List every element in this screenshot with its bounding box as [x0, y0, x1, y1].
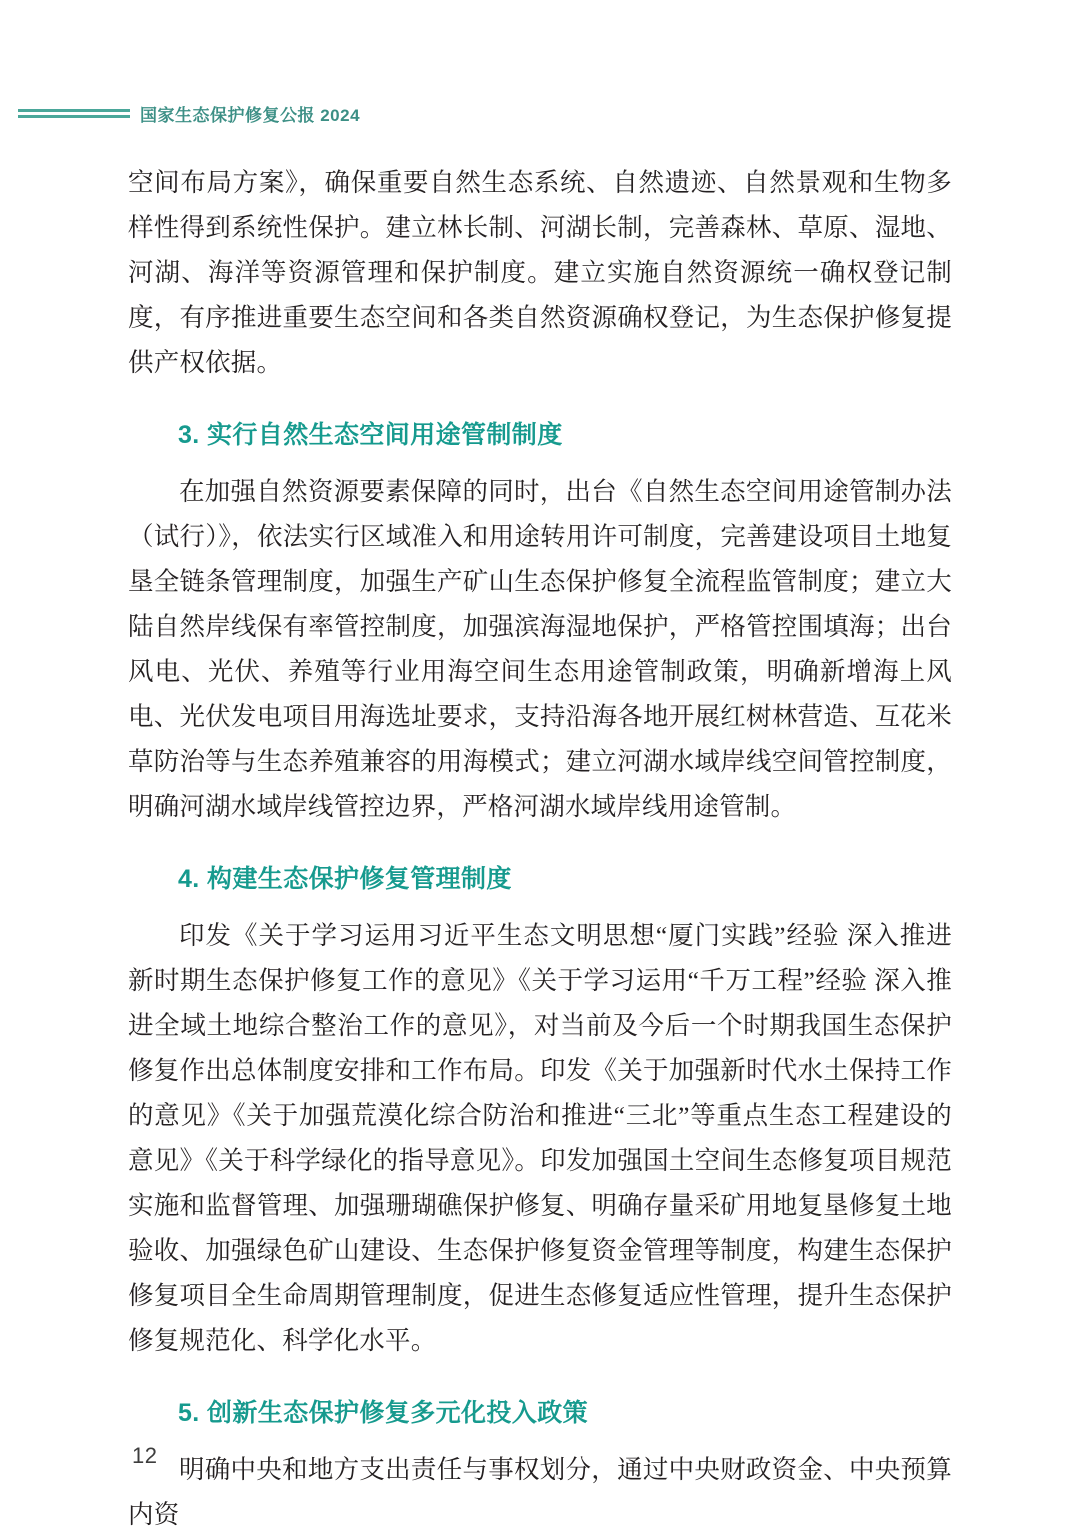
- page-number: 12: [132, 1443, 158, 1468]
- running-header-title: 国家生态保护修复公报 2024: [140, 105, 361, 125]
- section-paragraph-5: 明确中央和地方支出责任与事权划分，通过中央财政资金、中央预算内资: [128, 1455, 952, 1529]
- continued-paragraph: 空间布局方案》，确保重要自然生态系统、自然遗迹、自然景观和生物多样性得到系统性保护。建立林长制、河湖长制，完善森林、草原、湿地、河湖、海洋等资源管理和保护制度。建立实施自然资源统一确权登记制度，有序推进重要生态空间和各类自然资源确权登记，为生态保护修复提供产权依据。: [128, 168, 952, 377]
- section-heading-3: 3. 实行自然生态空间用途管制制度: [178, 421, 563, 449]
- section-heading-4: 4. 构建生态保护修复管理制度: [178, 865, 512, 893]
- section-paragraph-4: 印发《关于学习运用习近平生态文明思想“厦门实践”经验 深入推进新时期生态保护修复工作的意见》《关于学习运用“千万工程”经验 深入推进全域土地综合整治工作的意见》，对当前及今后一个时期我国生态保护修复作出总体制度安排和工作布局。印发《关于加强新时代水土保持工作的意见》《关于加强荒漠化综合防治和推进“三北”等重点生态工程建设的意见》《关于科学绿化的指导意见》。印发加强国土空间生态修复项目规范实施和监督管理、加强珊瑚礁保护修复、明确存量采矿用地复垦修复土地验收、加强绿色矿山建设、生态保护修复资金管理等制度，构建生态保护修复项目全生命周期管理制度，促进生态修复适应性管理，提升生态保护修复规范化、科学化水平。: [128, 921, 952, 1355]
- section-heading-5: 5. 创新生态保护修复多元化投入政策: [178, 1399, 588, 1427]
- section-paragraph-3: 在加强自然资源要素保障的同时，出台《自然生态空间用途管制办法（试行）》，依法实行区域准入和用途转用许可制度，完善建设项目土地复垦全链条管理制度，加强生产矿山生态保护修复全流程监管制度；建立大陆自然岸线保有率管控制度，加强滨海湿地保护，严格管控围填海；出台风电、光伏、养殖等行业用海空间生态用途管制政策，明确新增海上风电、光伏发电项目用海选址要求，支持沿海各地开展红树林营造、互花米草防治等与生态养殖兼容的用海模式；建立河湖水域岸线空间管控制度，明确河湖水域岸线管控边界，严格河湖水域岸线用途管制。: [128, 477, 952, 821]
- header-rule-decoration: [18, 109, 130, 118]
- running-header: [0, 96, 1080, 130]
- page-content: [128, 160, 952, 1537]
